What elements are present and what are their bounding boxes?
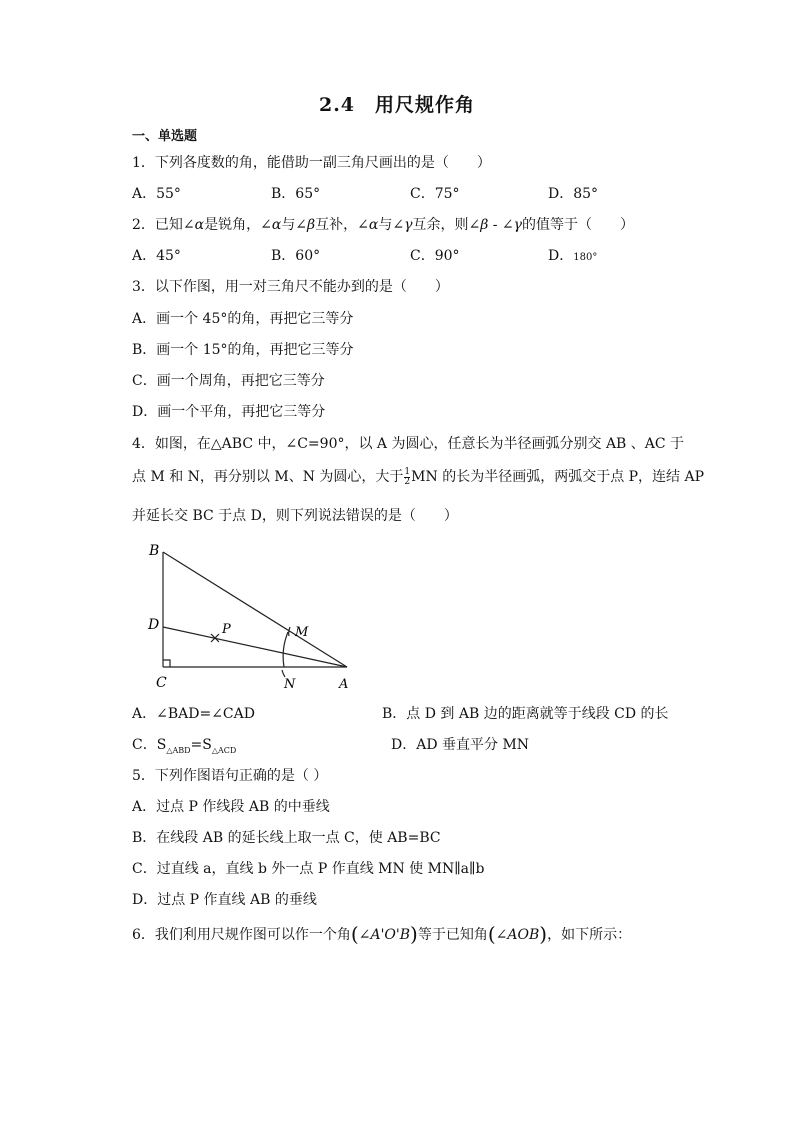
q4-text: =S <box>190 737 212 753</box>
segment-ba <box>163 552 347 667</box>
segment-da <box>163 627 347 667</box>
question-2-stem <box>132 214 634 234</box>
label-a: A <box>339 677 349 692</box>
q4-text: MN 的长为半径画弧，两弧交于点 P，连结 AP <box>411 469 705 485</box>
q2-text: 互补，∠ <box>315 217 369 233</box>
q2-option-d <box>548 245 597 265</box>
q1-option-c: C．75° <box>410 186 460 202</box>
q2-text: 是锐角，∠ <box>204 217 272 233</box>
fraction-one-half <box>404 468 410 487</box>
arc-mn <box>283 632 288 667</box>
subscript-abd: △ABD <box>166 745 191 755</box>
beta-symbol: β <box>307 217 316 233</box>
q5-option-d: D．过点 P 作直线 AB 的垂线 <box>132 892 317 908</box>
gamma-symbol: γ <box>404 217 413 233</box>
q2-option-d-label: D． <box>548 248 574 264</box>
question-4-line-3: 并延长交 BC 于点 D，则下列说法错误的是（ ） <box>132 508 458 524</box>
q4-text: 点 M 和 N，再分别以 M、N 为圆心，大于 <box>132 469 404 485</box>
q6-text: 等于已知角 <box>417 927 488 943</box>
q3-option-c: C．画一个周角，再把它三等分 <box>132 373 325 389</box>
q3-option-b: B．画一个 15°的角，再把它三等分 <box>132 342 354 358</box>
q4-text: C．S <box>132 737 167 753</box>
label-n: N <box>284 677 296 692</box>
q2-text: 与∠ <box>378 217 405 233</box>
q2-text: 互余，则∠ <box>412 217 481 233</box>
question-5-stem: 5．下列作图语句正确的是（ ） <box>132 768 328 784</box>
q4-option-d: D．AD 垂直平分 MN <box>391 737 530 753</box>
q2-text: 的值等于（ ） <box>522 217 635 233</box>
fraction-numerator: 1 <box>404 466 411 477</box>
question-1-stem: 1．下列各度数的角，能借助一副三角尺画出的是（ ） <box>132 155 491 171</box>
q5-option-c: C．过直线 a，直线 b 外一点 P 作直线 MN 使 MN∥a∥b <box>132 861 485 877</box>
question-6-stem <box>132 922 631 946</box>
q5-option-a: A．过点 P 作线段 AB 的中垂线 <box>132 799 330 815</box>
q4-option-c <box>132 734 236 755</box>
beta-symbol: β <box>480 217 489 233</box>
page-title: 2.4 用尺规作角 <box>318 94 476 116</box>
label-m: M <box>295 625 309 640</box>
q1-option-a: A．55° <box>132 186 181 202</box>
label-d: D <box>148 617 160 633</box>
label-p: P <box>222 622 231 637</box>
paren-close: ) <box>410 922 418 946</box>
q2-option-d-value: 180° <box>573 252 598 263</box>
q6-text: 6．我们利用尺规作图可以作一个角 <box>132 927 351 943</box>
q4-option-a: A．∠BAD=∠CAD <box>132 706 255 722</box>
label-b: B <box>149 543 160 559</box>
q2-text: - ∠ <box>488 217 514 233</box>
paren-open: ( <box>487 922 496 946</box>
right-angle-mark <box>163 660 170 667</box>
paren-close: ) <box>539 922 548 946</box>
question-4-line-2 <box>132 466 704 487</box>
question-4-line-1: 4．如图，在△ABC 中，∠C=90°，以 A 为圆心，任意长为半径画弧分别交 AB 、AC 于 <box>132 436 685 452</box>
gamma-symbol: γ <box>513 217 523 233</box>
q6-text: ，如下所示： <box>547 927 632 943</box>
q2-text: 2．已知∠ <box>132 217 195 233</box>
triangle-figure <box>140 535 370 695</box>
subscript-acd: △ACD <box>211 745 237 755</box>
angle-aob: ∠AOB <box>495 927 540 943</box>
paren-open: ( <box>350 922 359 946</box>
alpha-symbol: α <box>368 217 379 233</box>
section-heading: 一、单选题 <box>132 129 198 144</box>
q2-option-c: C．90° <box>410 248 460 264</box>
q1-option-d: D．85° <box>548 186 599 202</box>
alpha-symbol: α <box>271 217 282 233</box>
alpha-symbol: α <box>194 217 205 233</box>
q3-option-a: A．画一个 45°的角，再把它三等分 <box>132 311 354 327</box>
arc-n-tick <box>282 670 285 677</box>
q1-option-b: B．65° <box>271 186 321 202</box>
q4-option-b: B．点 D 到 AB 边的距离就等于线段 CD 的长 <box>382 706 669 722</box>
angle-a-prime-o-prime-b: ∠A'O'B <box>358 927 411 943</box>
question-3-stem: 3．以下作图，用一对三角尺不能办到的是（ ） <box>132 279 449 295</box>
q2-text: 与∠ <box>281 217 308 233</box>
q2-option-b: B．60° <box>271 248 321 264</box>
q2-option-a: A．45° <box>132 248 181 264</box>
fraction-denominator: 2 <box>404 476 411 487</box>
q3-option-d: D．画一个平角，再把它三等分 <box>132 404 326 420</box>
label-c: C <box>156 675 167 691</box>
q5-option-b: B．在线段 AB 的延长线上取一点 C，使 AB=BC <box>132 830 441 846</box>
